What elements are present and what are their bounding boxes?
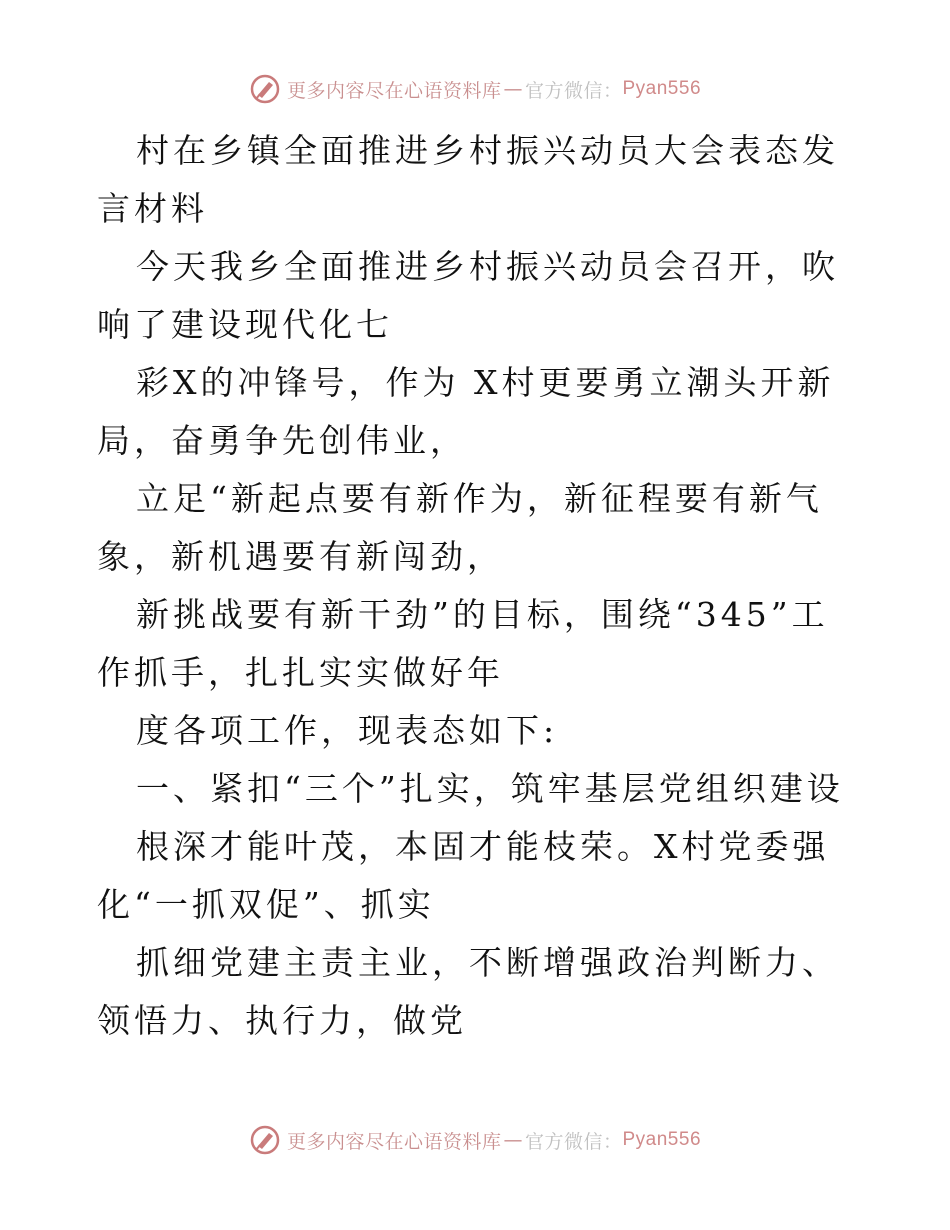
watermark-site-text: 更多内容尽在心语资料库	[286, 1130, 502, 1153]
paragraph: 根深才能叶茂，本固才能枝荣。X村党委强化“一抓双促”、抓实	[97, 827, 830, 924]
footer-watermark	[0, 1120, 950, 1160]
watermark-site-text: 更多内容尽在心语资料库	[286, 79, 502, 102]
paragraph: 新挑战要有新干劲”的目标，围绕“345”工作抓手，扎扎实实做好年	[97, 595, 829, 692]
logo-icon	[249, 73, 281, 105]
paragraph: 抓细党建主责主业，不断增强政治判断力、领悟力、执行力，做党	[97, 943, 839, 1040]
header-watermark	[0, 69, 950, 109]
document-title: 村在乡镇全面推进乡村振兴动员大会表态发言材料	[97, 131, 839, 228]
logo-icon	[249, 1124, 281, 1156]
paragraph: 立足“新起点要有新作为，新征程要有新气象，新机遇要有新闯劲，	[97, 479, 823, 576]
watermark-dash: —	[503, 78, 523, 100]
paragraph: 度各项工作，现表态如下:	[136, 711, 559, 750]
watermark-wechat-label: 官方微信：	[524, 79, 623, 102]
paragraph: 彩X的冲锋号，作为 X村更要勇立潮头开新局，奋勇争先创伟业，	[97, 363, 835, 460]
watermark-dash: —	[503, 1129, 523, 1151]
section-heading: 一、紧扣“三个”扎实，筑牢基层党组织建设	[136, 769, 844, 808]
paragraph: 今天我乡全面推进乡村振兴动员会召开，吹响了建设现代化七	[97, 247, 839, 344]
watermark-wechat-id: Pyan556	[622, 78, 702, 99]
document-body	[97, 122, 857, 1050]
watermark-wechat-id: Pyan556	[622, 1129, 702, 1150]
watermark-wechat-label: 官方微信：	[524, 1130, 623, 1153]
